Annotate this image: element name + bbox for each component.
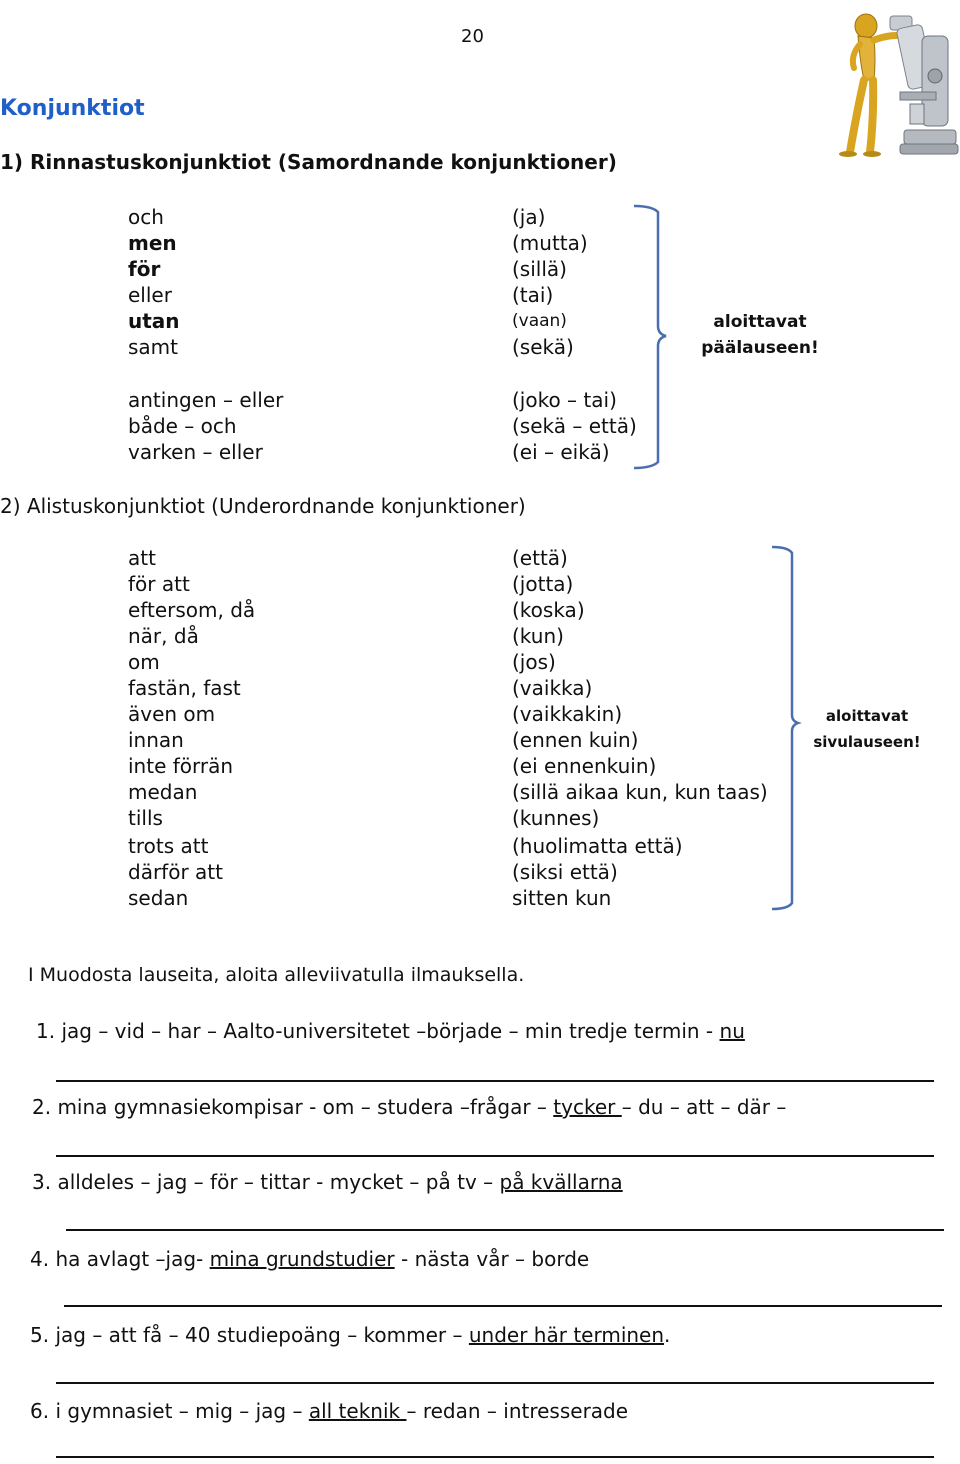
fi-translation-kunnes: (kunnes) [512,806,600,830]
answer-line-3[interactable] [66,1229,944,1231]
section-1-note-line-2: päälauseen! [701,338,819,358]
sv-pair-antingen-eller: antingen – eller [128,388,284,412]
answer-line-5[interactable] [56,1382,934,1384]
exercise-5 [30,1323,670,1347]
exercise-2 [32,1095,786,1119]
fi-translation-silla: (sillä) [512,257,567,281]
sv-conjunction-fastan-fast: fastän, fast [128,676,241,700]
fi-translation-etta: (että) [512,546,568,570]
answer-line-4[interactable] [64,1305,942,1307]
exercise-1 [36,1019,745,1043]
fi-translation-vaikkakin: (vaikkakin) [512,702,623,726]
exercise-words: i gymnasiet – mig – jag – [55,1399,309,1423]
exercise-words: mina gymnasiekompisar - om – studera –frågar – [57,1095,554,1119]
exercise-number: 1. [36,1019,56,1043]
answer-line-6[interactable] [56,1456,934,1458]
exercise-number: 5. [30,1323,50,1347]
sv-conjunction-men: men [128,231,177,255]
fi-translation-koska: (koska) [512,598,585,622]
fi-translation-sitten-kun: sitten kun [512,886,612,910]
exercise-words: jag – vid – har – Aalto-universitetet –började – min tredje termin - [61,1019,720,1043]
page-title: Konjunktiot [0,96,145,121]
sv-conjunction-eftersom-da: eftersom, då [128,598,256,622]
fi-translation-siksi-etta: (siksi että) [512,860,618,884]
fi-translation-ennen-kuin: (ennen kuin) [512,728,639,752]
sv-conjunction-utan: utan [128,309,180,333]
sv-conjunction-och: och [128,205,164,229]
sv-conjunction-trots-att: trots att [128,834,209,858]
microscope-figure-illustration [830,6,960,158]
sv-conjunction-tills: tills [128,806,163,830]
sv-conjunction-inte-forran: inte förrän [128,754,234,778]
exercise-underlined-start: under här terminen [468,1323,665,1347]
exercise-words-after: – du – att – där – [621,1095,787,1119]
section-1-note-line-1: aloittavat [713,312,807,332]
sv-conjunction-samt: samt [128,335,178,359]
fi-translation-vaan: (vaan) [512,311,567,331]
sv-conjunction-eller: eller [128,283,172,307]
exercise-6 [30,1399,628,1423]
exercise-words: jag – att få – 40 studiepoäng – kommer – [55,1323,469,1347]
fi-translation-mutta: (mutta) [512,231,588,255]
fi-translation-kun: (kun) [512,624,564,648]
section-2-note [800,703,934,755]
fi-translation-seka: (sekä) [512,335,574,359]
fi-translation-jos: (jos) [512,650,556,674]
exercise-number: 2. [32,1095,52,1119]
fi-translation-jotta: (jotta) [512,572,574,596]
fi-pair-joko-tai: (joko – tai) [512,388,617,412]
answer-line-2[interactable] [56,1155,934,1157]
section-1-note [690,309,830,361]
sv-conjunction-att: att [128,546,156,570]
fi-translation-ei-ennenkuin: (ei ennenkuin) [512,754,657,778]
exercise-underlined-start: all teknik [308,1399,407,1423]
sv-pair-bade-och: både – och [128,414,237,438]
exercise-underlined-start: nu [719,1019,745,1043]
section-1-heading: 1) Rinnastuskonjunktiot (Samordnande konjunktioner) [0,150,617,174]
exercise-words-after: - nästa vår – borde [394,1247,590,1271]
sv-conjunction-aven-om: även om [128,702,216,726]
sv-conjunction-sedan: sedan [128,886,189,910]
sv-conjunction-darfor-att: därför att [128,860,223,884]
exercise-underlined-start: tycker [553,1095,622,1119]
section-2-note-line-2: sivulauseen! [813,733,921,751]
fi-translation-silla-aikaa-kun: (sillä aikaa kun, kun taas) [512,780,768,804]
page-number: 20 [461,26,484,47]
exercise-underlined-start: mina grundstudier [209,1247,395,1271]
sv-conjunction-for: för [128,257,161,281]
exercise-number: 4. [30,1247,50,1271]
sv-conjunction-nar-da: när, då [128,624,199,648]
fi-translation-vaikka: (vaikka) [512,676,593,700]
exercise-words-after: – redan – intresserade [406,1399,629,1423]
sv-pair-varken-eller: varken – eller [128,440,263,464]
exercise-instruction: I Muodosta lauseita, aloita alleviivatulla ilmauksella. [28,964,525,986]
exercise-4 [30,1247,589,1271]
exercise-underlined-start: på kvällarna [499,1170,623,1194]
exercise-words-after: . [664,1323,671,1347]
section-2-note-line-1: aloittavat [825,707,909,725]
exercise-words: alldeles – jag – för – tittar - mycket – på tv – [57,1170,500,1194]
fi-pair-ei-eika: (ei – eikä) [512,440,610,464]
fi-translation-ja: (ja) [512,205,546,229]
fi-pair-seka-etta: (sekä – että) [512,414,637,438]
sv-conjunction-om: om [128,650,160,674]
exercise-number: 6. [30,1399,50,1423]
sv-conjunction-medan: medan [128,780,198,804]
exercise-number: 3. [32,1170,52,1194]
answer-line-1[interactable] [56,1080,934,1082]
fi-translation-huolimatta-etta: (huolimatta että) [512,834,683,858]
section-1-bracket [630,204,670,472]
exercise-words: ha avlagt –jag- [55,1247,210,1271]
section-2-heading: 2) Alistuskonjunktiot (Underordnande konjunktioner) [0,494,526,518]
fi-translation-tai: (tai) [512,283,554,307]
sv-conjunction-for-att: för att [128,572,190,596]
sv-conjunction-innan: innan [128,728,184,752]
exercise-3 [32,1170,623,1194]
